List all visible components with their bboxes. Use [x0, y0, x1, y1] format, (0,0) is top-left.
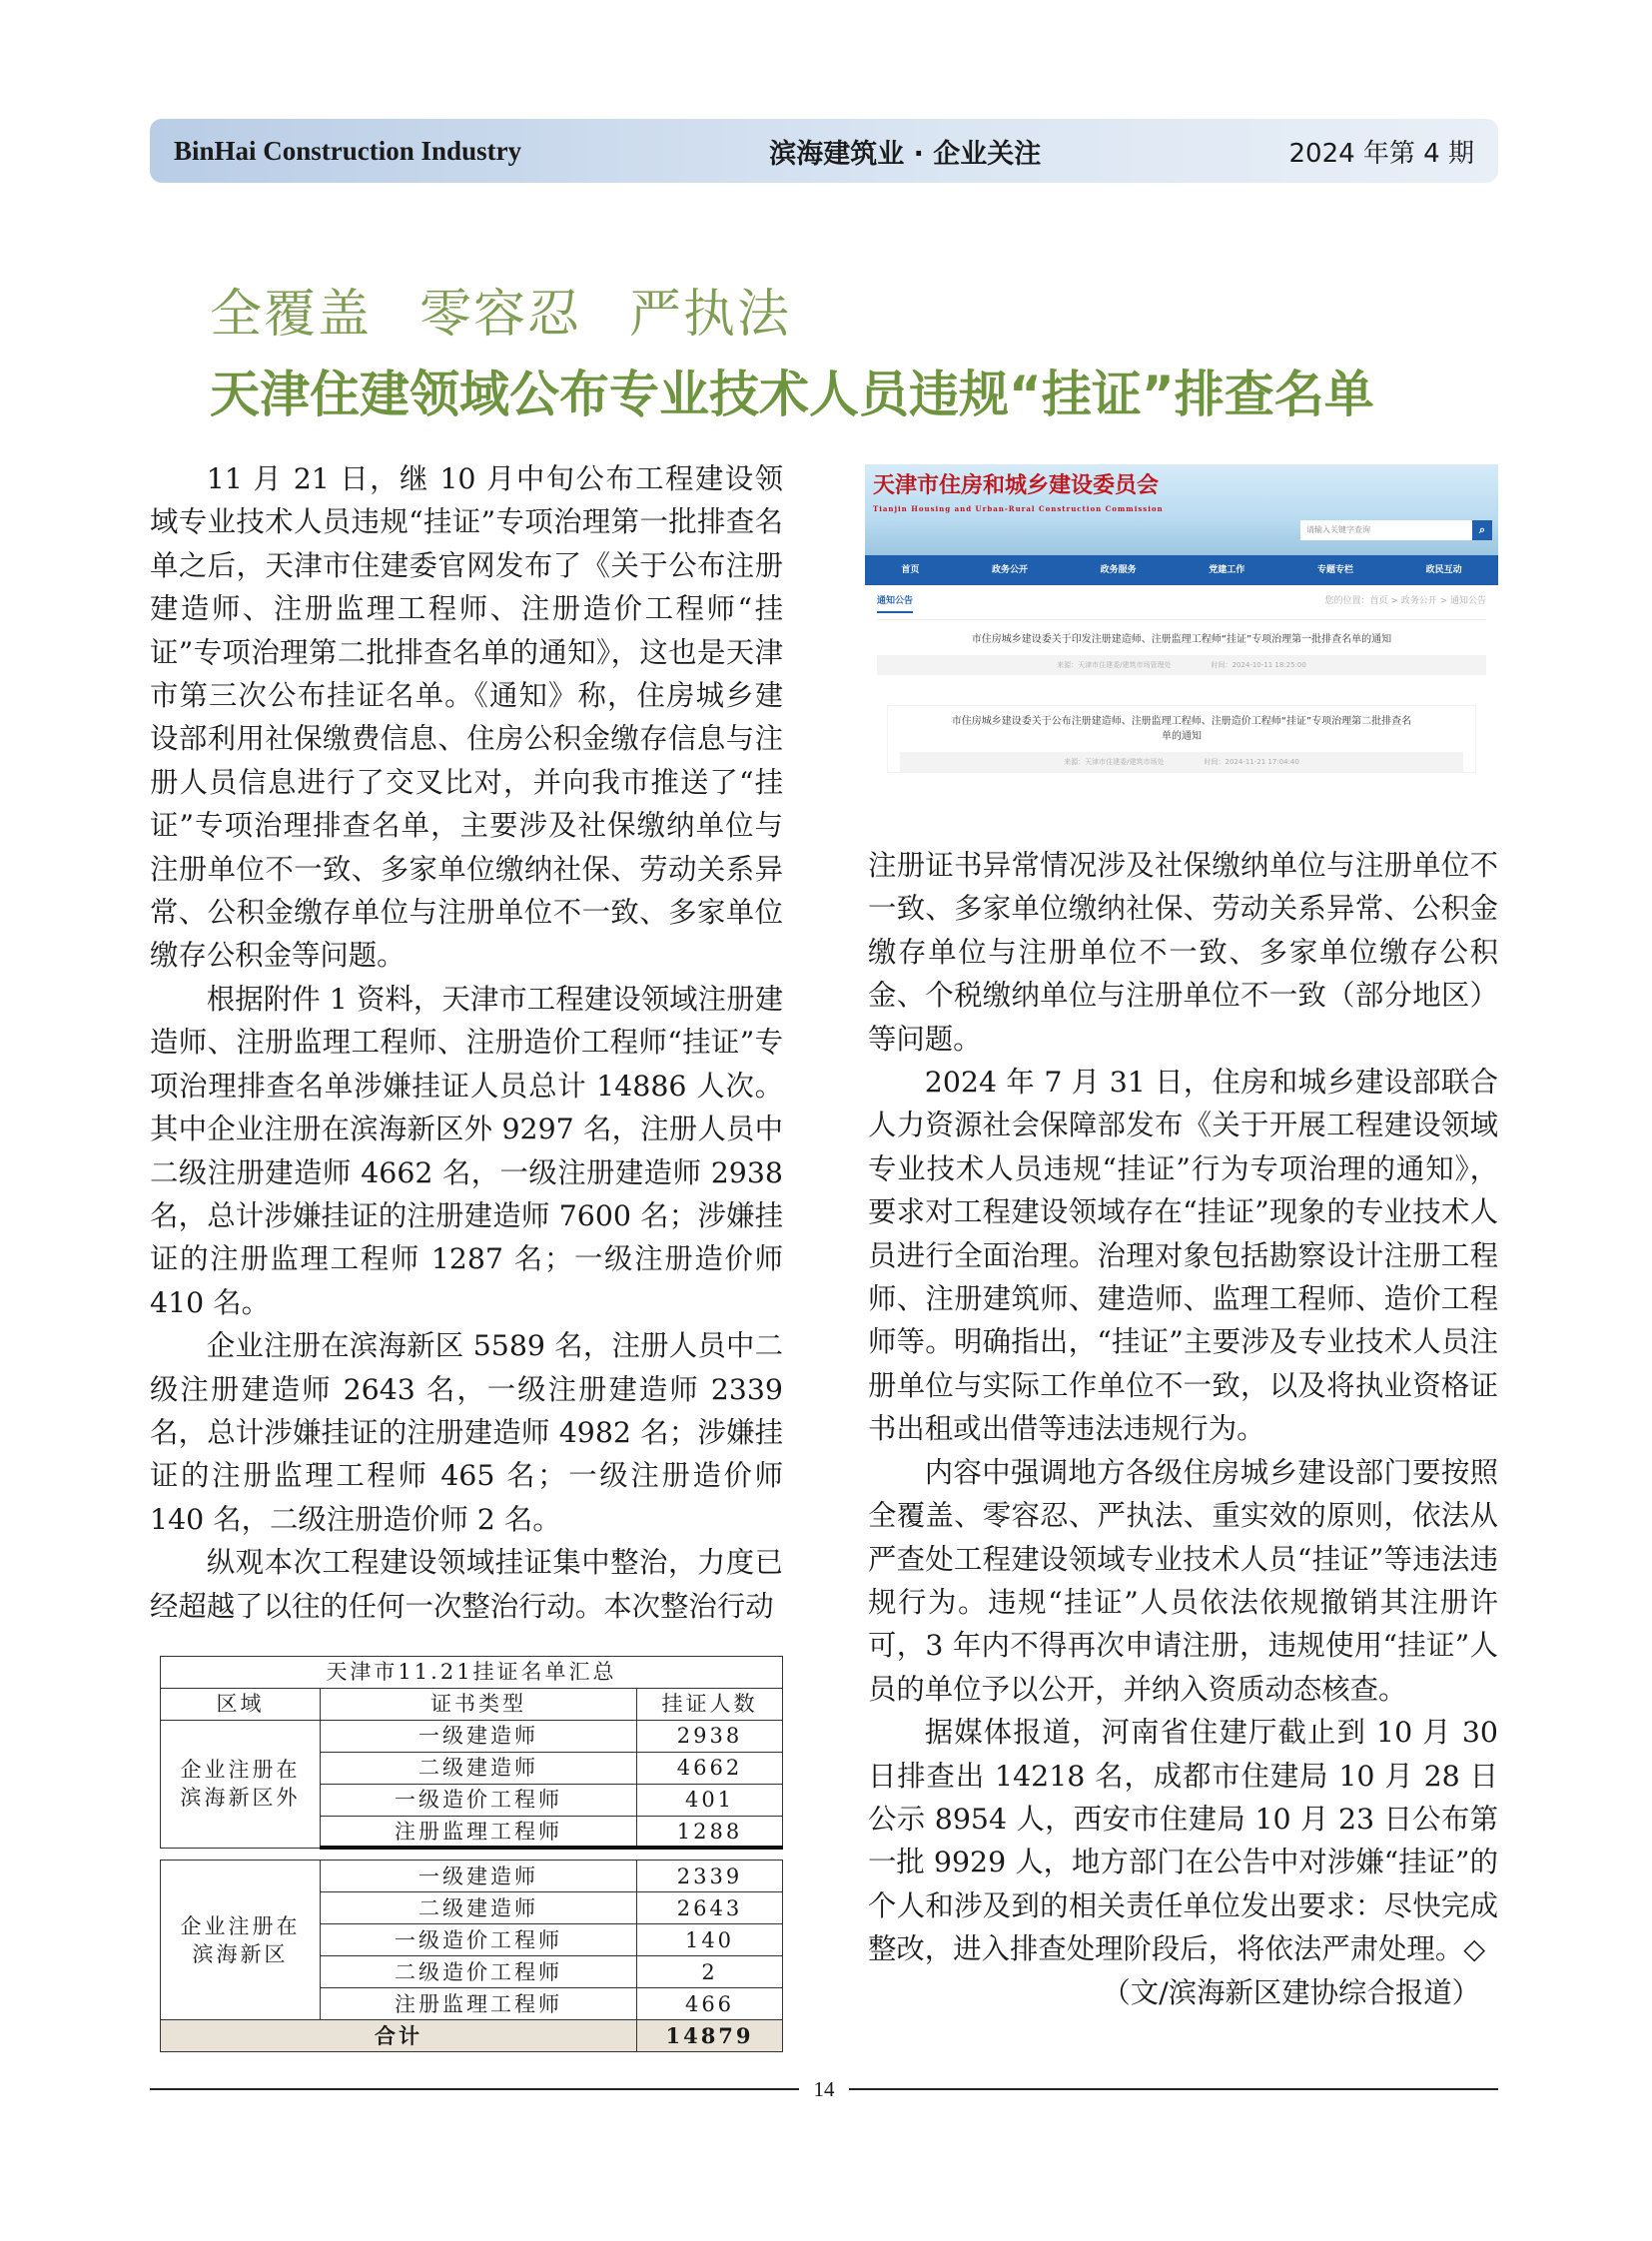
site-banner	[865, 464, 1498, 555]
two-column-layout	[150, 457, 1498, 2065]
count: 466	[637, 1988, 783, 2020]
count: 140	[637, 1924, 783, 1956]
count: 2	[637, 1956, 783, 1988]
summary-table-binhai	[160, 1860, 783, 2052]
column-header: 证书类型	[321, 1688, 637, 1720]
site-nav	[865, 555, 1498, 585]
count: 2339	[637, 1861, 783, 1892]
kicker-3: 严执法	[629, 285, 792, 345]
byline: （文/滨海新区建协综合报道）	[1102, 1975, 1480, 2009]
paragraph: 企业注册在滨海新区 5589 名，注册人员中二级注册建造师 2643 名，一级注册建造师 2339 名，总计涉嫌挂证的注册建造师 4982 名；涉嫌挂证的注册监理工程师 465 名；一级注册造价师 140 名，二级注册造价师 2 名。	[150, 1329, 783, 1536]
nav-item: 首页	[901, 565, 920, 575]
cert-type: 二级造价工程师	[321, 1956, 637, 1988]
kicker-1: 全覆盖	[210, 285, 373, 345]
region-cell: 企业注册在滨海新区	[161, 1861, 321, 2020]
search-input: 请输入关键字查询 ⌕	[1300, 520, 1492, 540]
page-footer	[150, 2075, 1498, 2143]
headline: 天津住建领域公布专业技术人员违规“挂证”排查名单	[210, 366, 1374, 423]
column-header: 区域	[161, 1688, 321, 1720]
table-title: 天津市11.21挂证名单汇总	[161, 1656, 783, 1688]
cert-type: 二级建造师	[321, 1892, 637, 1924]
publication-name: BinHai Construction Industry	[174, 135, 522, 166]
paragraph: 据媒体报道，河南省住建厅截止到 10 月 30 日排查出 14218 名，成都市住建局 10 月 28 日公示 8954 人，西安市住建局 10 月 23 日公布第一批 9929 人，地方部门在公告中对涉嫌“挂证”的个人和涉及到的相关责任单位发出要求：尽快完成整改，进入排查处理阶段后，将依法严肃处理。◇	[868, 1716, 1498, 1966]
paragraph: 纵观本次工程建设领域挂证集中整治，力度已经超越了以往的任何一次整治行动。本次整治行动	[150, 1546, 783, 1623]
column-header: 挂证人数	[637, 1688, 783, 1720]
footer-rule-right	[849, 2088, 1498, 2090]
cert-type: 注册监理工程师	[321, 1816, 637, 1848]
right-column-wrapper	[865, 457, 1498, 2014]
total-value: 14879	[637, 2020, 783, 2052]
notice-meta: 来源：天津市住建委/建筑市场管理处 时间：2024-10-11 18:25:00	[877, 655, 1486, 675]
count: 4662	[637, 1752, 783, 1784]
search-icon: ⌕	[1472, 520, 1492, 540]
page-number: 14	[813, 2077, 835, 2101]
count: 2643	[637, 1892, 783, 1924]
cert-type: 注册监理工程师	[321, 1988, 637, 2020]
nav-item: 政务服务	[1100, 565, 1137, 575]
notice-card	[887, 705, 1476, 773]
paragraph: 2024 年 7 月 31 日，住房和城乡建设部联合人力资源社会保障部发布《关于开展工程建设领域专业技术人员违规“挂证”行为专项治理的通知》，要求对工程建设领域存在“挂证”现象的专业技术人员进行全面治理。治理对象包括勘察设计注册工程师、注册建筑师、建造师、监理工程师、造价工程师等。明确指出，“挂证”主要涉及专业技术人员注册单位与实际工作单位不一致，以及将执业资格证书出租或出借等违法违规行为。	[868, 1066, 1498, 1446]
paragraph: 11 月 21 日，继 10 月中旬公布工程建设领域专业技术人员违规“挂证”专项治理第一批排查名单之后，天津市住建委官网发布了《关于公布注册建造师、注册监理工程师、注册造价工程师“挂证”专项治理第二批排查名单的通知》，这也是天津市第三次公布挂证名单。《通知》称，住房城乡建设部利用社保缴费信息、住房公积金缴存信息与注册人员信息进行了交叉比对，并向我市推送了“挂证”专项治理排查名单，主要涉及社保缴纳单位与注册单位不一致、多家单位缴纳社保、劳动关系异常、公积金缴存单位与注册单位不一致、多家单位缴存公积金等问题。	[150, 462, 783, 973]
cert-type: 一级造价工程师	[321, 1784, 637, 1816]
cert-type: 一级造价工程师	[321, 1924, 637, 1956]
nav-item: 专题专栏	[1316, 565, 1353, 575]
nav-item: 党建工作	[1209, 565, 1245, 575]
section-name: 滨海建筑业 · 企业关注	[769, 138, 1042, 170]
paragraph: 根据附件 1 资料，天津市工程建设领域注册建造师、注册监理工程师、注册造价工程师“挂证”专项治理排查名单涉嫌挂证人员总计 14886 人次。其中企业注册在滨海新区外 9297 名，注册人员中二级注册建造师 4662 名，一级注册建造师 2938 名，总计涉嫌挂证的注册建造师 7600 名；涉嫌挂证的注册监理工程师 1287 名；一级注册造价师 410 名。	[150, 982, 783, 1319]
running-header	[150, 119, 1498, 183]
summary-table-outside	[160, 1656, 783, 1851]
nav-item: 政民互动	[1425, 565, 1462, 575]
site-title-en: Tianjin Housing and Urban-Rural Construction Commission	[873, 504, 1164, 513]
right-column	[865, 844, 1498, 2014]
cert-type: 一级建造师	[321, 1861, 637, 1892]
count: 1288	[637, 1816, 783, 1848]
website-screenshot	[865, 464, 1498, 824]
article-body	[150, 457, 1498, 2143]
count: 401	[637, 1784, 783, 1816]
count: 2938	[637, 1720, 783, 1752]
kicker-2: 零容忍	[419, 285, 582, 345]
breadcrumb: 您的位置：首页 > 政务公开 > 通知公告	[1324, 596, 1486, 606]
paragraph: 注册证书异常情况涉及社保缴纳单位与注册单位不一致、多家单位缴纳社保、劳动关系异常、公积金缴存单位与注册单位不一致、多家单位缴存公积金、个税缴纳单位与注册单位不一致（部分地区）等问题。	[868, 849, 1498, 1056]
section-label: 通知公告	[877, 595, 913, 613]
total-label: 合计	[161, 2020, 637, 2052]
notice-meta: 来源：天津市住建委/建筑市场处 时间：2024-11-21 17:04:40	[900, 752, 1463, 772]
issue-number: 2024 年第 4 期	[1288, 138, 1474, 169]
cert-type: 二级建造师	[321, 1752, 637, 1784]
notice-title: 市住房城乡建设委关于印发注册建造师、注册监理工程师“挂证”专项治理第一批排查名单的通知	[971, 634, 1392, 645]
cert-type: 一级建造师	[321, 1720, 637, 1752]
region-cell: 企业注册在滨海新区外	[161, 1720, 321, 1848]
kicker-title	[210, 272, 839, 347]
footer-rule-left	[150, 2088, 799, 2090]
paragraph: 内容中强调地方各级住房城乡建设部门要按照全覆盖、零容忍、严执法、重实效的原则，依法从严查处工程建设领域专业技术人员“挂证”等违法违规行为。违规“挂证”人员依法依规撤销其注册许可，3 年内不得再次申请注册，违规使用“挂证”人员的单位予以公开，并纳入资质动态核查。	[868, 1455, 1498, 1706]
site-title: 天津市住房和城乡建设委员会	[873, 472, 1160, 498]
section-bar	[877, 595, 1486, 620]
notice-title: 市住房城乡建设委关于公布注册建造师、注册监理工程师、注册造价工程师“挂证”专项治理第二批排查名单的通知	[951, 716, 1412, 742]
nav-item: 政务公开	[991, 565, 1028, 575]
left-column	[150, 457, 783, 2052]
